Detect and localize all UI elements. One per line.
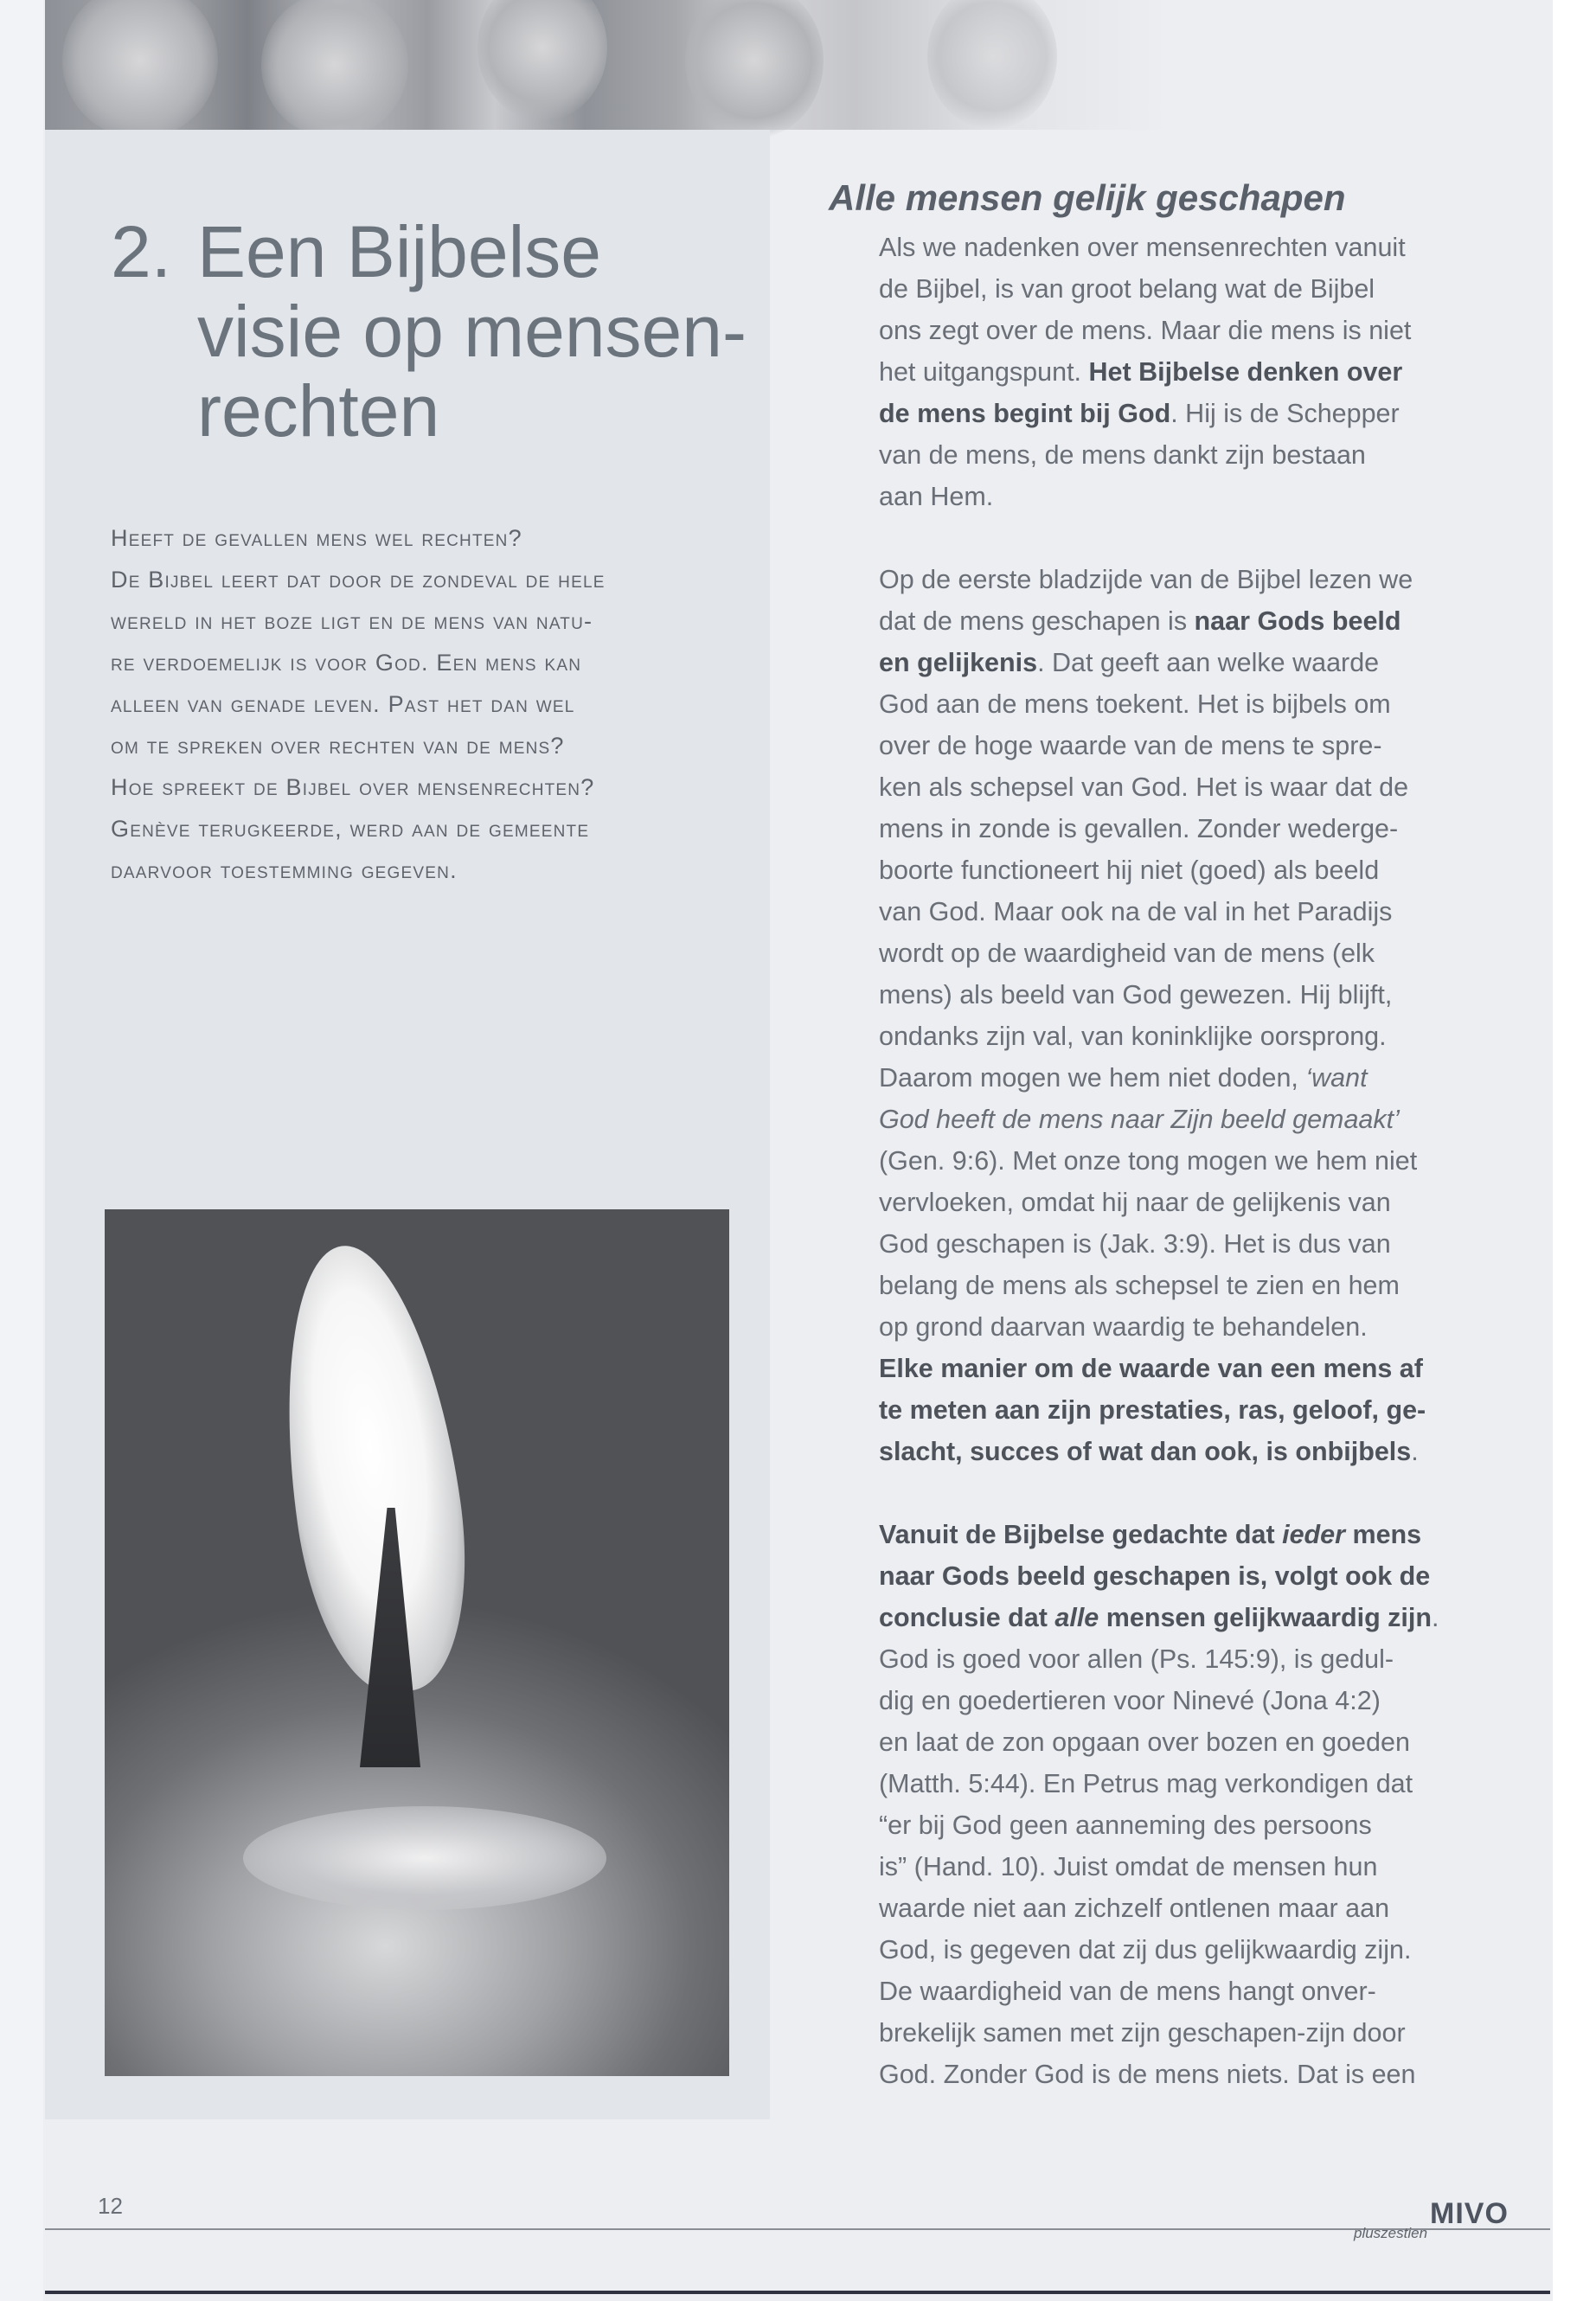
page-edge xyxy=(1553,0,1596,2301)
text-segment: mens xyxy=(1345,1520,1422,1549)
article-body xyxy=(879,227,1439,2095)
text-segment: ‘want xyxy=(1305,1063,1368,1093)
text-line xyxy=(879,1389,1439,1431)
text-segment: belang de mens als schepsel te zien en hem xyxy=(879,1271,1400,1300)
text-segment: boorte functioneert hij niet (goed) als beeld xyxy=(879,856,1380,885)
text-segment: ons zegt over de mens. Maar die mens is niet xyxy=(879,316,1412,345)
text-segment: alle xyxy=(1054,1603,1099,1632)
text-segment: Daarom mogen we hem niet doden, xyxy=(879,1063,1306,1093)
text-line xyxy=(879,642,1439,683)
text-line xyxy=(879,1846,1439,1888)
text-segment: conclusie dat xyxy=(879,1603,1055,1632)
text-line xyxy=(879,1680,1439,1721)
text-line xyxy=(879,1140,1439,1182)
text-line xyxy=(879,1971,1439,2012)
intro-line: Heeft de gevallen mens wel rechten? xyxy=(111,525,522,551)
text-line xyxy=(879,1555,1439,1597)
text-line xyxy=(879,1721,1439,1763)
text-segment: slacht, succes of wat dan ook, is onbijbels xyxy=(879,1437,1412,1466)
text-line xyxy=(879,268,1439,310)
photo-face xyxy=(927,0,1057,130)
text-segment: Vanuit de Bijbelse gedachte dat xyxy=(879,1520,1283,1549)
intro-line: om te spreken over rechten van de mens? xyxy=(111,733,565,759)
photo-face xyxy=(261,0,408,138)
text-line xyxy=(879,310,1439,351)
text-line xyxy=(879,1638,1439,1680)
text-segment: De waardigheid van de mens hangt onver- xyxy=(879,1977,1376,2006)
text-segment: God is goed voor allen (Ps. 145:9), is gedul- xyxy=(879,1644,1394,1674)
text-segment: (Matth. 5:44). En Petrus mag verkondigen dat xyxy=(879,1769,1413,1798)
text-line xyxy=(879,434,1439,476)
text-segment: ken als schepsel van God. Het is waar dat de xyxy=(879,772,1409,802)
candle-flame xyxy=(260,1234,486,1702)
text-segment: naar Gods beeld xyxy=(1194,606,1401,636)
intro-line: re verdoemelijk is voor God. Een mens kan xyxy=(111,650,582,676)
text-segment: naar Gods beeld geschapen is, volgt ook de xyxy=(879,1561,1431,1591)
intro-line: alleen van genade leven. Past het dan wel xyxy=(111,691,575,717)
text-segment: dat de mens geschapen is xyxy=(879,606,1195,636)
candle-photo xyxy=(105,1209,729,2076)
text-segment: op grond daarvan waardig te behandelen. xyxy=(879,1312,1368,1342)
text-line xyxy=(879,725,1439,766)
intro-line: Genève terugkeerde, werd aan de gemeente xyxy=(111,816,590,842)
text-line xyxy=(879,1223,1439,1265)
text-line xyxy=(879,351,1439,393)
text-line xyxy=(879,1431,1439,1472)
page-number: 12 xyxy=(98,2193,123,2219)
text-segment: mensen gelijkwaardig zijn xyxy=(1099,1603,1433,1632)
text-line xyxy=(879,933,1439,974)
intro-line: Hoe spreekt de Bijbel over mensenrechten? xyxy=(111,774,595,800)
intro-line: daarvoor toestemming gegeven. xyxy=(111,857,458,883)
logo-title: MIVO xyxy=(1430,2197,1509,2230)
title-line: visie op mensen- xyxy=(197,291,747,372)
text-segment: God geschapen is (Jak. 3:9). Het is dus van xyxy=(879,1229,1391,1259)
text-segment: dig en goedertieren voor Ninevé (Jona 4:2) xyxy=(879,1686,1381,1715)
footer-divider xyxy=(45,2228,1550,2230)
text-segment: brekelijk samen met zijn geschapen-zijn door xyxy=(879,2018,1406,2048)
text-segment: over de hoge waarde van de mens te spre- xyxy=(879,731,1382,760)
text-line xyxy=(879,891,1439,933)
text-segment: Als we nadenken over mensenrechten vanuit xyxy=(879,233,1406,262)
text-segment: waarde niet aan zichzelf ontlenen maar aan xyxy=(879,1894,1390,1923)
text-line xyxy=(879,1929,1439,1971)
text-line xyxy=(879,1016,1439,1057)
text-line xyxy=(879,1099,1439,1140)
text-line xyxy=(879,1182,1439,1223)
text-segment: is” (Hand. 10). Juist omdat de mensen hun xyxy=(879,1852,1378,1881)
header-photo-strip xyxy=(45,0,1170,130)
paragraph-gap xyxy=(879,517,1439,559)
text-line xyxy=(879,1265,1439,1306)
text-line xyxy=(879,974,1439,1016)
photo-face xyxy=(62,0,218,138)
photo-face xyxy=(478,0,607,121)
text-line xyxy=(879,1888,1439,1929)
text-segment: God, is gegeven dat zij dus gelijkwaardig zijn. xyxy=(879,1935,1412,1965)
text-segment: en laat de zon opgaan over bozen en goeden xyxy=(879,1727,1410,1757)
text-line xyxy=(879,849,1439,891)
text-segment: van de mens, de mens dankt zijn bestaan xyxy=(879,440,1366,470)
text-line xyxy=(879,2054,1439,2095)
text-line xyxy=(879,1804,1439,1846)
article-heading: Alle mensen gelijk geschapen xyxy=(829,177,1346,218)
photo-face xyxy=(685,0,824,138)
text-line xyxy=(879,393,1439,434)
page-bottom-edge xyxy=(45,2291,1550,2294)
text-line xyxy=(879,1057,1439,1099)
logo-subtitle: pluszestien xyxy=(1354,2225,1428,2241)
text-segment: de Bijbel, is van groot belang wat de Bijbel xyxy=(879,274,1375,304)
text-segment: Op de eerste bladzijde van de Bijbel lezen we xyxy=(879,565,1413,594)
text-line xyxy=(879,227,1439,268)
text-line xyxy=(879,559,1439,600)
text-segment: het uitgangspunt. xyxy=(879,357,1089,387)
intro-questions xyxy=(111,517,606,891)
text-segment: wordt op de waardigheid van de mens (elk xyxy=(879,939,1375,968)
intro-line: wereld in het boze ligt en de mens van natu- xyxy=(111,608,593,634)
text-line xyxy=(879,2012,1439,2054)
text-segment: . xyxy=(1411,1437,1419,1466)
text-line xyxy=(879,1348,1439,1389)
text-segment: “er bij God geen aanneming des persoons xyxy=(879,1811,1372,1840)
text-segment: God aan de mens toekent. Het is bijbels om xyxy=(879,689,1391,719)
intro-line: De Bijbel leert dat door de zondeval de hele xyxy=(111,567,606,593)
text-segment: aan Hem. xyxy=(879,482,994,511)
text-line xyxy=(879,808,1439,849)
text-segment: de mens begint bij God xyxy=(879,399,1171,428)
text-segment: te meten aan zijn prestaties, ras, geloof, ge- xyxy=(879,1395,1426,1425)
text-segment: ieder xyxy=(1282,1520,1345,1549)
text-segment: Elke manier om de waarde van een mens af xyxy=(879,1354,1423,1383)
text-segment: . xyxy=(1432,1603,1439,1632)
text-segment: God heeft de mens naar Zijn beeld gemaakt’ xyxy=(879,1105,1400,1134)
text-segment: . Dat geeft aan welke waarde xyxy=(1037,648,1380,677)
text-segment: mens in zonde is gevallen. Zonder wederge- xyxy=(879,814,1399,843)
text-line xyxy=(879,476,1439,517)
paragraph-gap xyxy=(879,1472,1439,1514)
text-segment: van God. Maar ook na de val in het Paradijs xyxy=(879,897,1393,926)
text-line xyxy=(879,683,1439,725)
title-line: rechten xyxy=(197,370,440,452)
text-segment: . Hij is de Schepper xyxy=(1170,399,1400,428)
text-segment: God. Zonder God is de mens niets. Dat is een xyxy=(879,2060,1416,2089)
text-line xyxy=(879,1306,1439,1348)
text-segment: Het Bijbelse denken over xyxy=(1088,357,1403,387)
text-line xyxy=(879,600,1439,642)
text-segment: en gelijkenis xyxy=(879,648,1038,677)
text-segment: ondanks zijn val, van koninklijke oorsprong. xyxy=(879,1022,1387,1051)
text-segment: (Gen. 9:6). Met onze tong mogen we hem niet xyxy=(879,1146,1418,1176)
text-segment: vervloeken, omdat hij naar de gelijkenis van xyxy=(879,1188,1391,1217)
text-line xyxy=(879,1514,1439,1555)
chapter-number: 2. xyxy=(111,211,172,292)
text-line xyxy=(879,1763,1439,1804)
wax-pool xyxy=(243,1806,606,1910)
title-line: Een Bijbelse xyxy=(197,211,601,292)
text-line xyxy=(879,1597,1439,1638)
text-segment: mens) als beeld van God gewezen. Hij blijft, xyxy=(879,980,1393,1009)
text-line xyxy=(879,766,1439,808)
